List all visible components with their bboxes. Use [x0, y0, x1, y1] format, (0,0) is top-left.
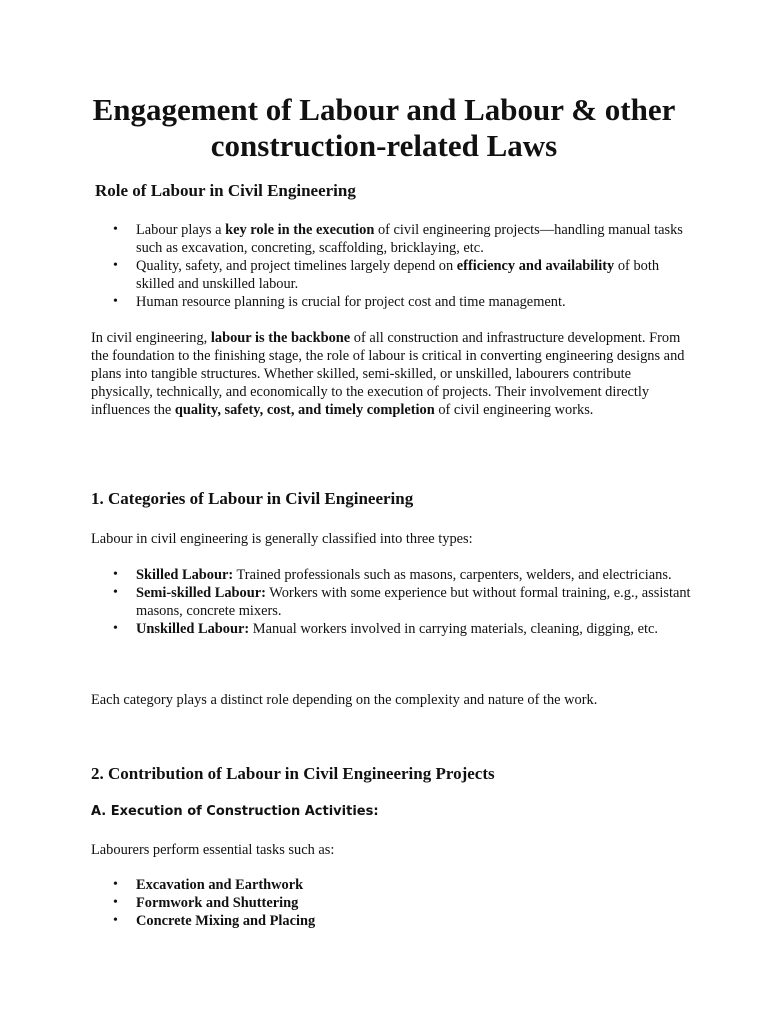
list-item: • Unskilled Labour: Manual workers involved in carrying materials, cleaning, digging, etc. — [91, 620, 691, 638]
list-item: • Excavation and Earthwork — [91, 876, 691, 894]
categories-intro: Labour in civil engineering is generally classified into three types: — [91, 531, 473, 547]
subheading-execution: A. Execution of Construction Activities: — [91, 804, 379, 819]
categories-bullet-list — [91, 566, 691, 638]
role-bullet-list — [91, 221, 691, 311]
document-title: Engagement of Labour and Labour & other construction-related Laws — [92, 92, 676, 163]
list-item: • Semi-skilled Labour: Workers with some experience but without formal training, e.g., assistant masons, concrete mixers. — [91, 584, 691, 620]
contribution-intro: Labourers perform essential tasks such as: — [91, 842, 335, 858]
contribution-bullet-list — [91, 876, 691, 930]
list-item: • Human resource planning is crucial for project cost and time management. — [91, 293, 691, 311]
categories-closing: Each category plays a distinct role depending on the complexity and nature of the work. — [91, 692, 598, 708]
list-item: • Labour plays a key role in the execution of civil engineering projects—handling manual tasks such as excavation, concreting, scaffolding, bricklaying, etc. — [91, 221, 691, 257]
section-heading-contribution: 2. Contribution of Labour in Civil Engineering Projects — [91, 764, 495, 783]
list-item: • Concrete Mixing and Placing — [91, 912, 691, 930]
list-item: • Formwork and Shuttering — [91, 894, 691, 912]
section-heading-role: Role of Labour in Civil Engineering — [95, 181, 356, 200]
list-item: • Quality, safety, and project timelines largely depend on efficiency and availability of both skilled and unskilled labour. — [91, 257, 691, 293]
list-item: • Skilled Labour: Trained professionals such as masons, carpenters, welders, and electricians. — [91, 566, 691, 584]
role-paragraph: In civil engineering, labour is the backbone of all construction and infrastructure development. From the foundation to the finishing stage, the role of labour is critical in converting engineering designs and plans into tangible structures. Whether skilled, semi-skilled, or unskilled, labourers contribute physically, technically, and economically to the execution of projects. Their involvement directly influences the quality, safety, cost, and timely completion of civil engineering works. — [91, 330, 685, 418]
section-heading-categories: 1. Categories of Labour in Civil Engineering — [91, 489, 414, 508]
